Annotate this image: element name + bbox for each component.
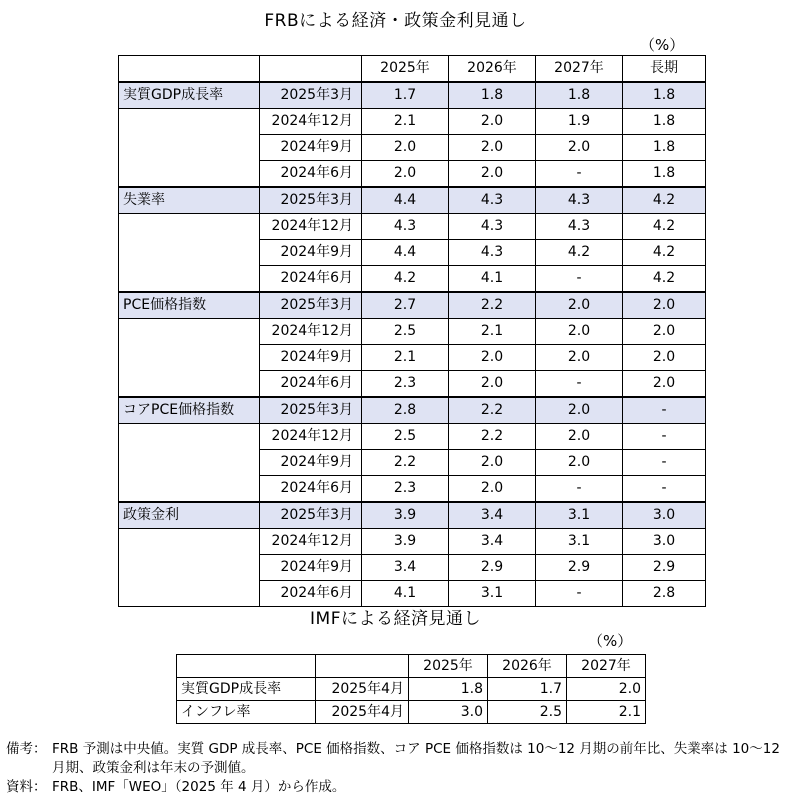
forecast-date: 2024年12月	[260, 529, 362, 555]
table-row	[119, 187, 706, 214]
table-row	[119, 529, 706, 555]
forecast-value: 4.2	[623, 240, 706, 266]
table-row	[119, 371, 706, 398]
indicator-label: 政策金利	[119, 502, 260, 529]
forecast-date: 2024年9月	[260, 345, 362, 371]
indicator-label-spacer	[119, 266, 260, 293]
forecast-value: 2.1	[362, 345, 449, 371]
remark-note	[6, 740, 786, 778]
table-row	[119, 424, 706, 450]
forecast-value: 2.0	[623, 371, 706, 398]
forecast-value: 2.2	[449, 424, 536, 450]
forecast-value: 4.2	[623, 214, 706, 240]
forecast-value: 2.1	[362, 109, 449, 135]
forecast-date: 2025年3月	[260, 397, 362, 424]
header-blank-date	[316, 655, 409, 678]
remark-body: FRB 予測は中央値。実質 GDP 成長率、PCE 価格指数、コア PCE 価格指数は 10～12 月期の前年比、失業率は 10～12 月期、政策金利は年末の予測値。	[52, 741, 780, 776]
forecast-value: 4.3	[449, 240, 536, 266]
indicator-label-spacer	[119, 555, 260, 581]
indicator-label-spacer	[119, 371, 260, 398]
forecast-value: -	[536, 266, 623, 293]
forecast-value: 2.0	[449, 476, 536, 503]
forecast-value: 2.0	[449, 161, 536, 188]
forecast-value: 2.0	[449, 135, 536, 161]
imf-title: IMFによる経済見通し	[310, 609, 481, 629]
forecast-date: 2024年6月	[260, 581, 362, 607]
forecast-value: 3.1	[449, 581, 536, 607]
indicator-label-spacer	[119, 135, 260, 161]
forecast-date: 2024年6月	[260, 371, 362, 398]
column-header: 2027年	[536, 56, 623, 83]
frb-header-row	[119, 56, 706, 83]
indicator-label-spacer	[119, 581, 260, 607]
forecast-value: 3.9	[362, 529, 449, 555]
forecast-value: -	[623, 397, 706, 424]
forecast-value: -	[623, 476, 706, 503]
forecast-value: 1.8	[449, 82, 536, 109]
forecast-value: 4.4	[362, 240, 449, 266]
forecast-value: 4.2	[623, 187, 706, 214]
column-header: 長期	[623, 56, 706, 83]
forecast-value: 1.7	[362, 82, 449, 109]
table-row	[119, 135, 706, 161]
forecast-value: 2.3	[362, 476, 449, 503]
forecast-value: 2.0	[536, 135, 623, 161]
forecast-date: 2024年9月	[260, 135, 362, 161]
forecast-value: 2.2	[449, 397, 536, 424]
column-header: 2026年	[488, 655, 567, 678]
forecast-date: 2025年3月	[260, 502, 362, 529]
forecast-value: 4.4	[362, 187, 449, 214]
forecast-value: 2.0	[449, 450, 536, 476]
imf-forecast-table	[176, 654, 646, 724]
forecast-value: 4.3	[449, 214, 536, 240]
forecast-value: 4.3	[449, 187, 536, 214]
forecast-date: 2024年9月	[260, 555, 362, 581]
forecast-value: 2.0	[449, 345, 536, 371]
table-row	[119, 476, 706, 503]
table-row	[119, 161, 706, 188]
forecast-value: 3.4	[362, 555, 449, 581]
table-row	[119, 292, 706, 319]
forecast-value: 4.2	[623, 266, 706, 293]
forecast-value: 4.3	[536, 187, 623, 214]
forecast-date: 2025年4月	[316, 678, 409, 701]
column-header: 2027年	[567, 655, 646, 678]
forecast-date: 2025年3月	[260, 292, 362, 319]
forecast-value: -	[536, 371, 623, 398]
forecast-value: 2.0	[362, 161, 449, 188]
forecast-value: 1.8	[623, 135, 706, 161]
indicator-label-spacer	[119, 319, 260, 345]
frb-forecast-table	[118, 55, 706, 607]
indicator-label: 失業率	[119, 187, 260, 214]
forecast-value: 1.8	[536, 82, 623, 109]
forecast-value: 4.3	[536, 214, 623, 240]
forecast-value: -	[536, 476, 623, 503]
indicator-label: PCE価格指数	[119, 292, 260, 319]
table-row	[119, 345, 706, 371]
forecast-value: 2.2	[449, 292, 536, 319]
forecast-value: 2.5	[362, 319, 449, 345]
forecast-value: 2.0	[536, 397, 623, 424]
forecast-date: 2024年9月	[260, 240, 362, 266]
imf-unit: （%）	[588, 632, 633, 650]
frb-title: FRBによる経済・政策金利見通し	[264, 11, 527, 31]
forecast-value: 3.0	[409, 701, 488, 724]
forecast-value: 2.7	[362, 292, 449, 319]
footnotes	[6, 740, 786, 797]
forecast-value: 1.8	[623, 109, 706, 135]
forecast-value: 2.9	[449, 555, 536, 581]
forecast-date: 2024年12月	[260, 424, 362, 450]
forecast-date: 2025年3月	[260, 82, 362, 109]
forecast-value: -	[536, 161, 623, 188]
forecast-value: 3.1	[536, 529, 623, 555]
forecast-value: 2.8	[623, 581, 706, 607]
header-blank-label	[119, 56, 260, 83]
indicator-label: インフレ率	[177, 701, 316, 724]
forecast-value: 4.2	[536, 240, 623, 266]
forecast-value: 4.2	[362, 266, 449, 293]
forecast-value: 3.4	[449, 529, 536, 555]
imf-header-row	[177, 655, 646, 678]
forecast-value: 1.8	[409, 678, 488, 701]
indicator-label: 実質GDP成長率	[177, 678, 316, 701]
table-row	[119, 240, 706, 266]
indicator-label-spacer	[119, 476, 260, 503]
forecast-value: 2.8	[362, 397, 449, 424]
remark-head: 備考：	[6, 741, 47, 757]
indicator-label-spacer	[119, 450, 260, 476]
table-row	[119, 266, 706, 293]
table-row	[119, 502, 706, 529]
forecast-value: 2.5	[362, 424, 449, 450]
table-row	[119, 555, 706, 581]
forecast-date: 2024年12月	[260, 319, 362, 345]
forecast-value: 2.9	[623, 555, 706, 581]
forecast-date: 2024年6月	[260, 266, 362, 293]
forecast-value: 2.5	[488, 701, 567, 724]
forecast-value: 2.0	[536, 450, 623, 476]
source-body: FRB、IMF「WEO」（2025 年 4 月）から作成。	[52, 779, 346, 795]
forecast-value: 3.9	[362, 502, 449, 529]
forecast-value: 3.1	[536, 502, 623, 529]
forecast-date: 2024年6月	[260, 161, 362, 188]
table-row	[119, 214, 706, 240]
forecast-value: 2.1	[449, 319, 536, 345]
table-row	[119, 397, 706, 424]
forecast-value: 4.1	[362, 581, 449, 607]
forecast-value: 2.0	[567, 678, 646, 701]
forecast-value: 4.3	[362, 214, 449, 240]
table-row	[177, 678, 646, 701]
indicator-label-spacer	[119, 345, 260, 371]
forecast-value: 1.7	[488, 678, 567, 701]
column-header: 2026年	[449, 56, 536, 83]
table-row	[119, 450, 706, 476]
indicator-label-spacer	[119, 529, 260, 555]
forecast-value: 2.0	[536, 319, 623, 345]
forecast-value: 2.0	[623, 292, 706, 319]
table-row	[119, 109, 706, 135]
indicator-label-spacer	[119, 161, 260, 188]
table-row	[119, 581, 706, 607]
forecast-value: 1.9	[536, 109, 623, 135]
forecast-value: 2.9	[536, 555, 623, 581]
forecast-date: 2024年6月	[260, 476, 362, 503]
forecast-value: 2.3	[362, 371, 449, 398]
forecast-value: 2.0	[536, 345, 623, 371]
indicator-label-spacer	[119, 109, 260, 135]
forecast-value: 2.0	[623, 319, 706, 345]
indicator-label: コアPCE価格指数	[119, 397, 260, 424]
table-row	[177, 701, 646, 724]
forecast-value: 2.1	[567, 701, 646, 724]
forecast-value: -	[536, 581, 623, 607]
forecast-value: 2.0	[536, 292, 623, 319]
table-row	[119, 319, 706, 345]
forecast-value: 1.8	[623, 82, 706, 109]
header-blank-label	[177, 655, 316, 678]
indicator-label-spacer	[119, 240, 260, 266]
forecast-date: 2024年12月	[260, 214, 362, 240]
forecast-value: 2.0	[536, 424, 623, 450]
forecast-value: -	[623, 424, 706, 450]
forecast-value: 2.2	[362, 450, 449, 476]
forecast-value: -	[623, 450, 706, 476]
forecast-value: 3.4	[449, 502, 536, 529]
forecast-value: 2.0	[449, 371, 536, 398]
forecast-value: 1.8	[623, 161, 706, 188]
column-header: 2025年	[409, 655, 488, 678]
table-row	[119, 82, 706, 109]
forecast-value: 2.0	[362, 135, 449, 161]
indicator-label: 実質GDP成長率	[119, 82, 260, 109]
forecast-value: 3.0	[623, 529, 706, 555]
forecast-date: 2024年9月	[260, 450, 362, 476]
forecast-date: 2024年12月	[260, 109, 362, 135]
header-blank-date	[260, 56, 362, 83]
indicator-label-spacer	[119, 424, 260, 450]
forecast-date: 2025年4月	[316, 701, 409, 724]
forecast-value: 3.0	[623, 502, 706, 529]
forecast-value: 2.0	[623, 345, 706, 371]
indicator-label-spacer	[119, 214, 260, 240]
source-head: 資料：	[6, 779, 47, 795]
frb-unit: （%）	[640, 36, 685, 54]
forecast-value: 4.1	[449, 266, 536, 293]
source-note	[6, 778, 786, 797]
column-header: 2025年	[362, 56, 449, 83]
forecast-value: 2.0	[449, 109, 536, 135]
forecast-date: 2025年3月	[260, 187, 362, 214]
